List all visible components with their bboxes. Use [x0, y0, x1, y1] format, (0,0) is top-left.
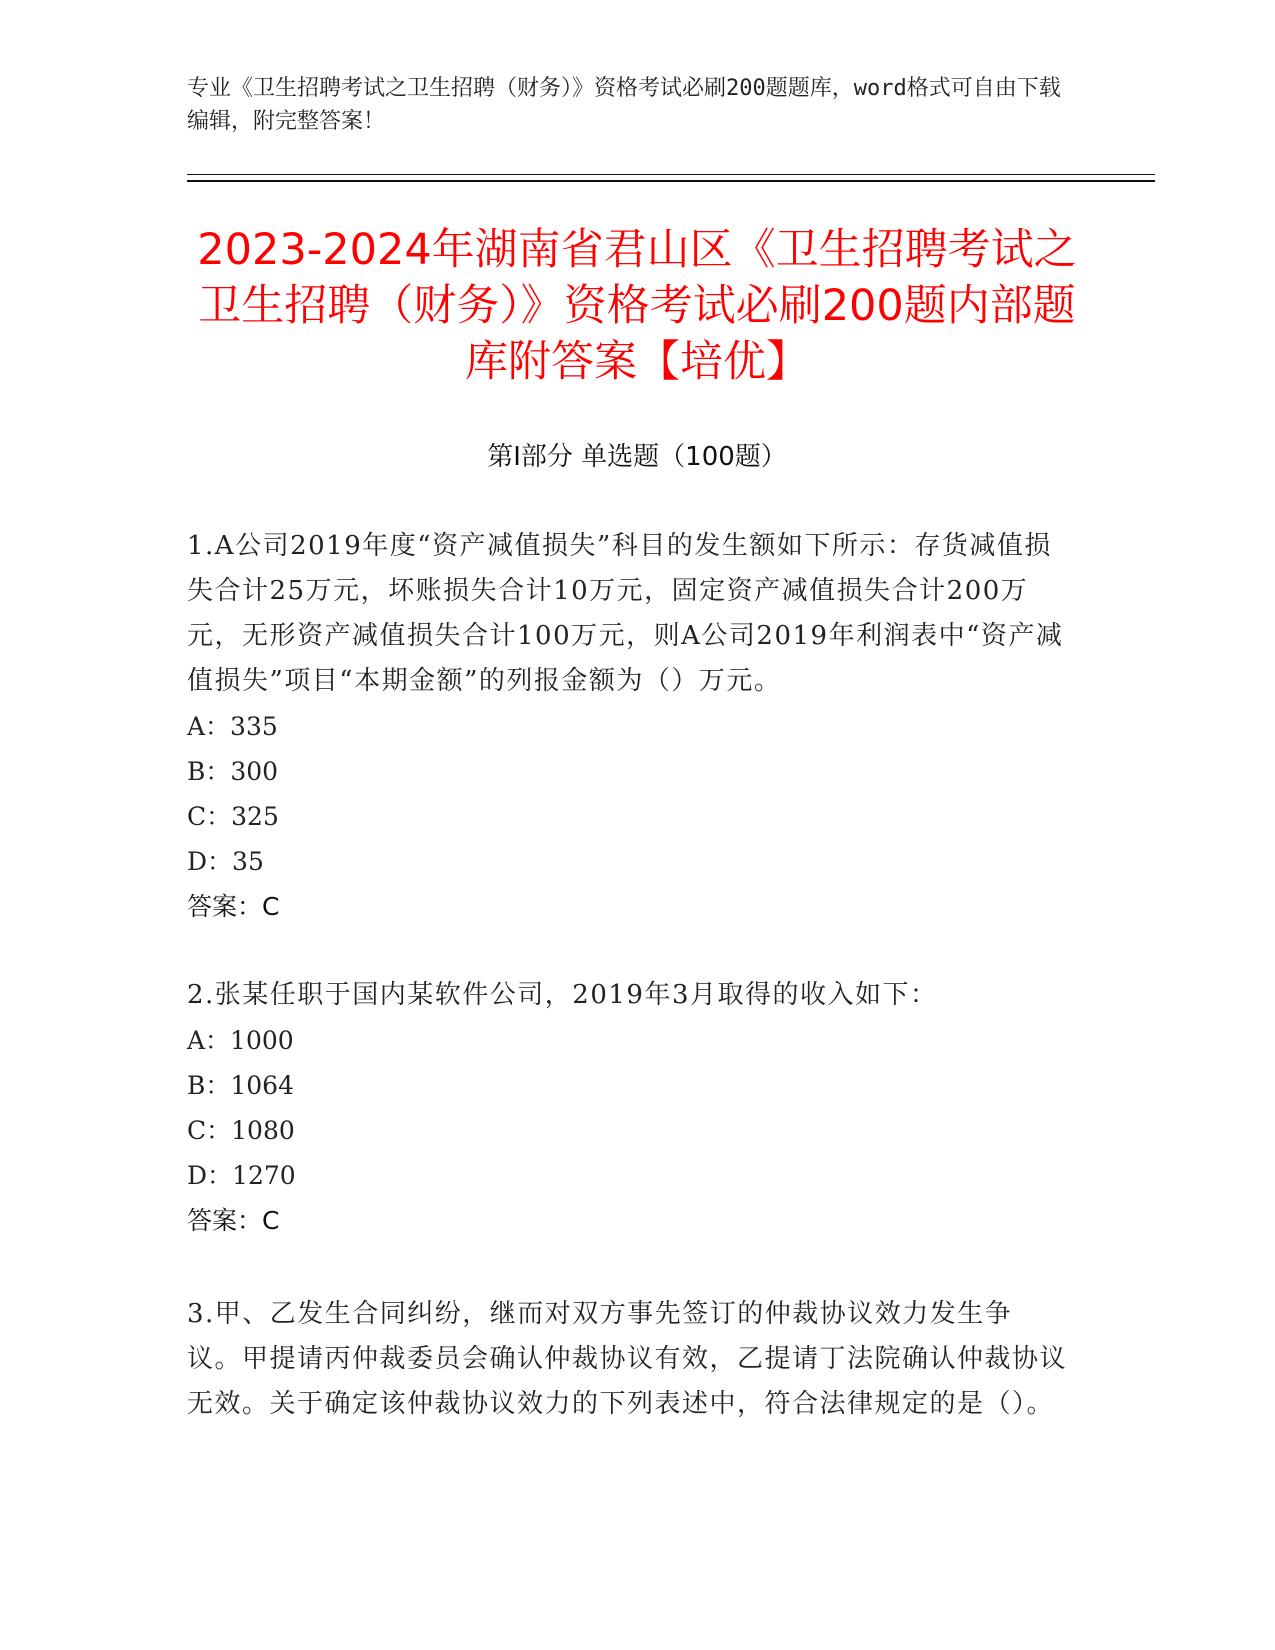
option-b: B：1064 — [187, 1071, 294, 1100]
question-text: 3.甲、乙发生合同纠纷，继而对双方事先签订的仲裁协议效力发生争议。甲提请丙仲裁委员会确认仲裁协议有效，乙提请丁法院确认仲裁协议无效。关于确定该仲裁协议效力的下列表述中，符合法律规定的是（）。 — [187, 1299, 1068, 1419]
question-text: 2.张某任职于国内某软件公司，2019年3月取得的收入如下： — [187, 980, 938, 1010]
section-title: 第Ⅰ部分 单选题（100题） — [487, 442, 787, 472]
option-a: A：1000 — [187, 1026, 294, 1055]
header-divider-thin — [187, 174, 1155, 175]
question-2 — [187, 973, 1067, 1243]
option-b: B：300 — [187, 757, 279, 786]
answer: 答案：C — [187, 1206, 280, 1235]
question-3 — [187, 1292, 1067, 1427]
option-c: C：325 — [187, 802, 279, 831]
question-1 — [187, 524, 1067, 929]
option-d: D：1270 — [187, 1161, 296, 1190]
header-note: 专业《卫生招聘考试之卫生招聘（财务）》资格考试必刷200题题库，word格式可自由下载编辑，附完整答案！ — [187, 76, 1061, 134]
option-d: D：35 — [187, 847, 264, 876]
document-title: 2023-2024年湖南省君山区《卫生招聘考试之卫生招聘（财务）》资格考试必刷200题内部题库附答案【培优】 — [197, 225, 1077, 387]
option-a: A：335 — [187, 712, 278, 741]
question-text: 1.A公司2019年度“资产减值损失”科目的发生额如下所示：存货减值损失合计25万元，坏账损失合计10万元，固定资产减值损失合计200万元，无形资产减值损失合计100万元，则A公司2019年利润表中“资产减值损失”项目“本期金额”的列报金额为（）万元。 — [187, 531, 1064, 696]
header-divider-thick — [187, 180, 1155, 182]
answer: 答案：C — [187, 892, 280, 921]
option-c: C：1080 — [187, 1116, 295, 1145]
